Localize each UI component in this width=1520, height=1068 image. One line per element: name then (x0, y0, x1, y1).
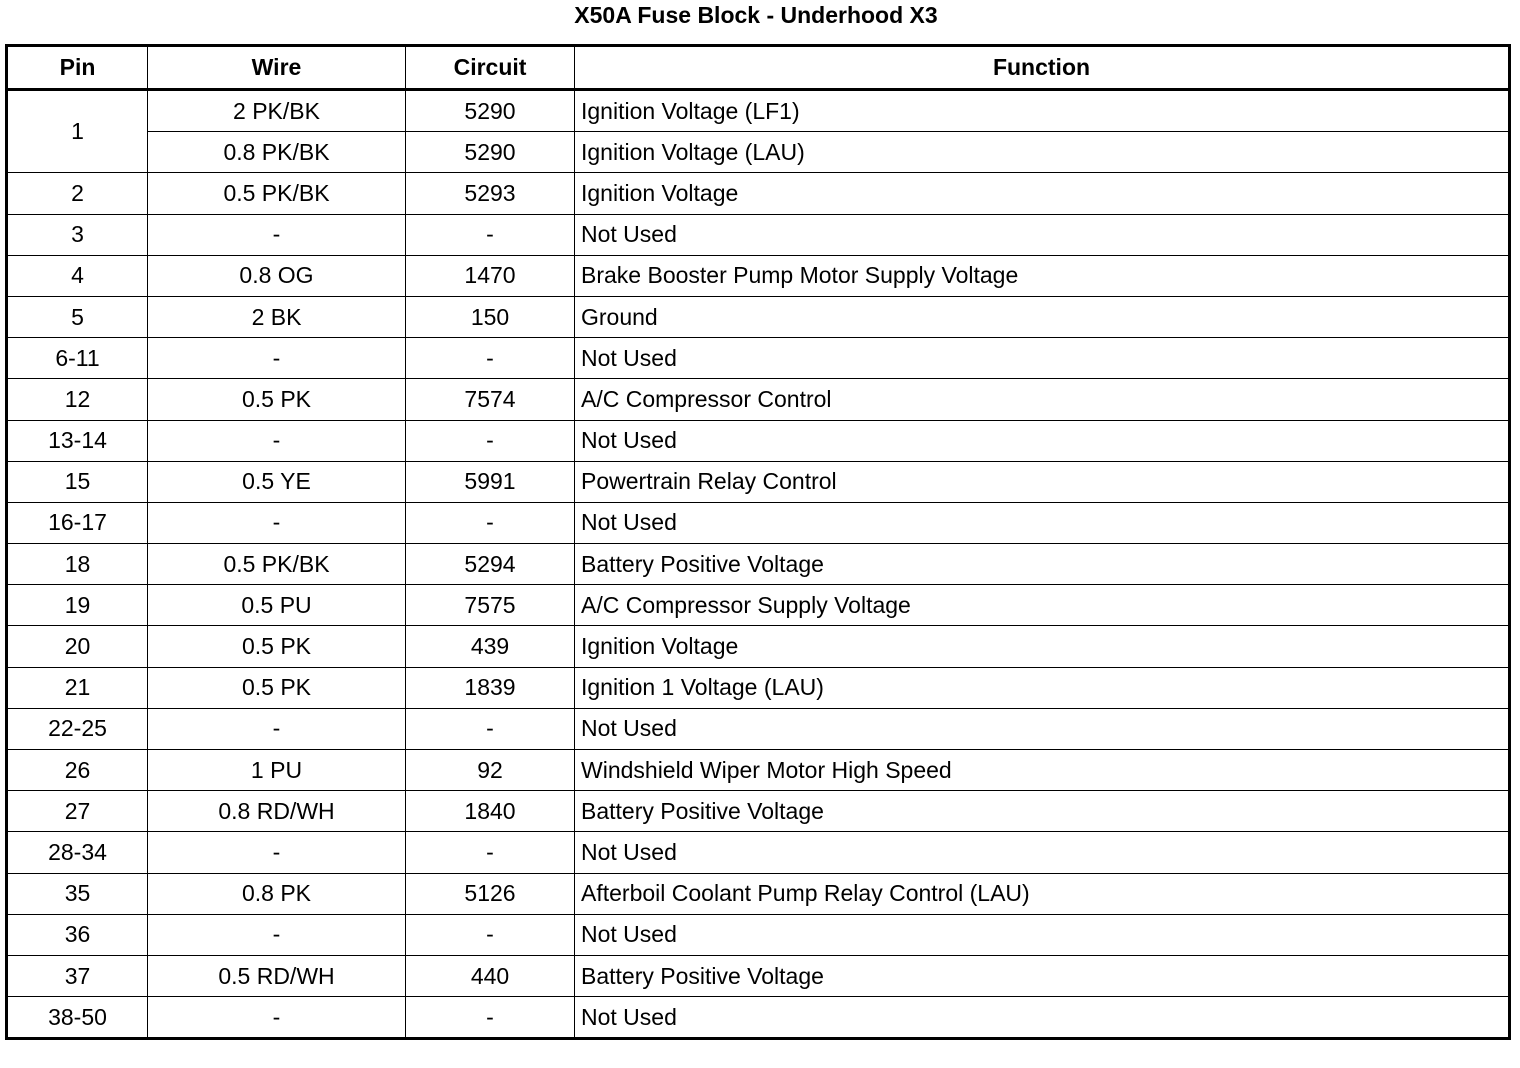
table-row (7, 379, 1510, 420)
cell-function: Ignition Voltage (LAU) (575, 132, 1510, 173)
cell-function: Brake Booster Pump Motor Supply Voltage (575, 255, 1510, 296)
cell-wire: - (148, 502, 406, 543)
table-row (7, 708, 1510, 749)
cell-circuit: 5294 (406, 544, 575, 585)
cell-pin: 18 (7, 544, 148, 585)
cell-circuit: - (406, 708, 575, 749)
cell-function: Afterboil Coolant Pump Relay Control (LAU) (575, 873, 1510, 914)
cell-circuit: 440 (406, 955, 575, 996)
table-row (7, 667, 1510, 708)
column-header-function: Function (575, 46, 1510, 90)
cell-circuit: 7574 (406, 379, 575, 420)
cell-pin: 1 (7, 90, 148, 173)
cell-pin: 26 (7, 750, 148, 791)
cell-function: Not Used (575, 832, 1510, 873)
table-row (7, 296, 1510, 337)
cell-wire: 2 PK/BK (148, 90, 406, 132)
cell-circuit: 5991 (406, 461, 575, 502)
table-row (7, 585, 1510, 626)
table-row (7, 955, 1510, 996)
page-title: X50A Fuse Block - Underhood X3 (574, 2, 938, 28)
cell-pin: 36 (7, 914, 148, 955)
pinout-table (5, 44, 1511, 1040)
cell-function: Not Used (575, 420, 1510, 461)
table-row (7, 173, 1510, 214)
cell-pin: 20 (7, 626, 148, 667)
column-header-wire: Wire (148, 46, 406, 90)
cell-circuit: 5290 (406, 132, 575, 173)
cell-circuit: - (406, 214, 575, 255)
cell-wire: - (148, 997, 406, 1039)
cell-circuit: 7575 (406, 585, 575, 626)
table-header-row (7, 46, 1510, 90)
cell-pin: 38-50 (7, 997, 148, 1039)
table-row (7, 502, 1510, 543)
cell-pin: 22-25 (7, 708, 148, 749)
cell-pin: 5 (7, 296, 148, 337)
cell-circuit: 1840 (406, 791, 575, 832)
cell-circuit: 92 (406, 750, 575, 791)
cell-wire: 0.8 RD/WH (148, 791, 406, 832)
cell-pin: 37 (7, 955, 148, 996)
cell-wire: - (148, 420, 406, 461)
cell-circuit: - (406, 832, 575, 873)
cell-pin: 15 (7, 461, 148, 502)
cell-wire: 0.8 PK/BK (148, 132, 406, 173)
cell-circuit: - (406, 502, 575, 543)
table-row (7, 90, 1510, 132)
table-row (7, 791, 1510, 832)
cell-function: Ignition Voltage (575, 173, 1510, 214)
cell-function: Not Used (575, 502, 1510, 543)
cell-circuit: 5290 (406, 90, 575, 132)
cell-function: Ignition Voltage (LF1) (575, 90, 1510, 132)
cell-pin: 13-14 (7, 420, 148, 461)
cell-circuit: - (406, 338, 575, 379)
cell-wire: 0.5 RD/WH (148, 955, 406, 996)
cell-wire: 0.5 PK/BK (148, 544, 406, 585)
cell-circuit: 439 (406, 626, 575, 667)
cell-wire: - (148, 832, 406, 873)
cell-circuit: - (406, 997, 575, 1039)
table-row (7, 461, 1510, 502)
table-row (7, 750, 1510, 791)
cell-wire: 0.5 PK (148, 379, 406, 420)
cell-wire: - (148, 214, 406, 255)
table-row (7, 544, 1510, 585)
cell-circuit: 1839 (406, 667, 575, 708)
table-row (7, 420, 1510, 461)
column-header-pin: Pin (7, 46, 148, 90)
table-row (7, 214, 1510, 255)
cell-wire: - (148, 338, 406, 379)
cell-function: Not Used (575, 338, 1510, 379)
table-row (7, 873, 1510, 914)
cell-wire: 0.8 PK (148, 873, 406, 914)
table-row (7, 997, 1510, 1039)
cell-pin: 21 (7, 667, 148, 708)
cell-circuit: - (406, 420, 575, 461)
cell-pin: 4 (7, 255, 148, 296)
cell-function: Battery Positive Voltage (575, 544, 1510, 585)
cell-circuit: - (406, 914, 575, 955)
cell-pin: 35 (7, 873, 148, 914)
cell-function: Battery Positive Voltage (575, 955, 1510, 996)
cell-wire: 0.5 PK/BK (148, 173, 406, 214)
cell-function: A/C Compressor Supply Voltage (575, 585, 1510, 626)
cell-function: Not Used (575, 214, 1510, 255)
cell-wire: 2 BK (148, 296, 406, 337)
cell-pin: 19 (7, 585, 148, 626)
cell-circuit: 150 (406, 296, 575, 337)
cell-wire: - (148, 914, 406, 955)
cell-circuit: 5126 (406, 873, 575, 914)
table-row (7, 914, 1510, 955)
cell-wire: 0.5 PU (148, 585, 406, 626)
cell-wire: - (148, 708, 406, 749)
cell-pin: 2 (7, 173, 148, 214)
cell-function: Windshield Wiper Motor High Speed (575, 750, 1510, 791)
cell-function: Not Used (575, 708, 1510, 749)
table-row (7, 255, 1510, 296)
table-row (7, 832, 1510, 873)
cell-function: Ignition 1 Voltage (LAU) (575, 667, 1510, 708)
cell-wire: 0.5 PK (148, 626, 406, 667)
cell-wire: 1 PU (148, 750, 406, 791)
table-row (7, 132, 1510, 173)
cell-function: Not Used (575, 914, 1510, 955)
cell-pin: 28-34 (7, 832, 148, 873)
cell-wire: 0.5 PK (148, 667, 406, 708)
cell-function: Ignition Voltage (575, 626, 1510, 667)
table-row (7, 626, 1510, 667)
cell-function: Battery Positive Voltage (575, 791, 1510, 832)
cell-wire: 0.8 OG (148, 255, 406, 296)
cell-pin: 3 (7, 214, 148, 255)
cell-pin: 16-17 (7, 502, 148, 543)
cell-function: Ground (575, 296, 1510, 337)
cell-function: A/C Compressor Control (575, 379, 1510, 420)
cell-circuit: 1470 (406, 255, 575, 296)
cell-pin: 6-11 (7, 338, 148, 379)
cell-wire: 0.5 YE (148, 461, 406, 502)
cell-circuit: 5293 (406, 173, 575, 214)
table-body (7, 90, 1510, 1039)
cell-pin: 27 (7, 791, 148, 832)
cell-function: Not Used (575, 997, 1510, 1039)
cell-function: Powertrain Relay Control (575, 461, 1510, 502)
table-row (7, 338, 1510, 379)
cell-pin: 12 (7, 379, 148, 420)
column-header-circuit: Circuit (406, 46, 575, 90)
